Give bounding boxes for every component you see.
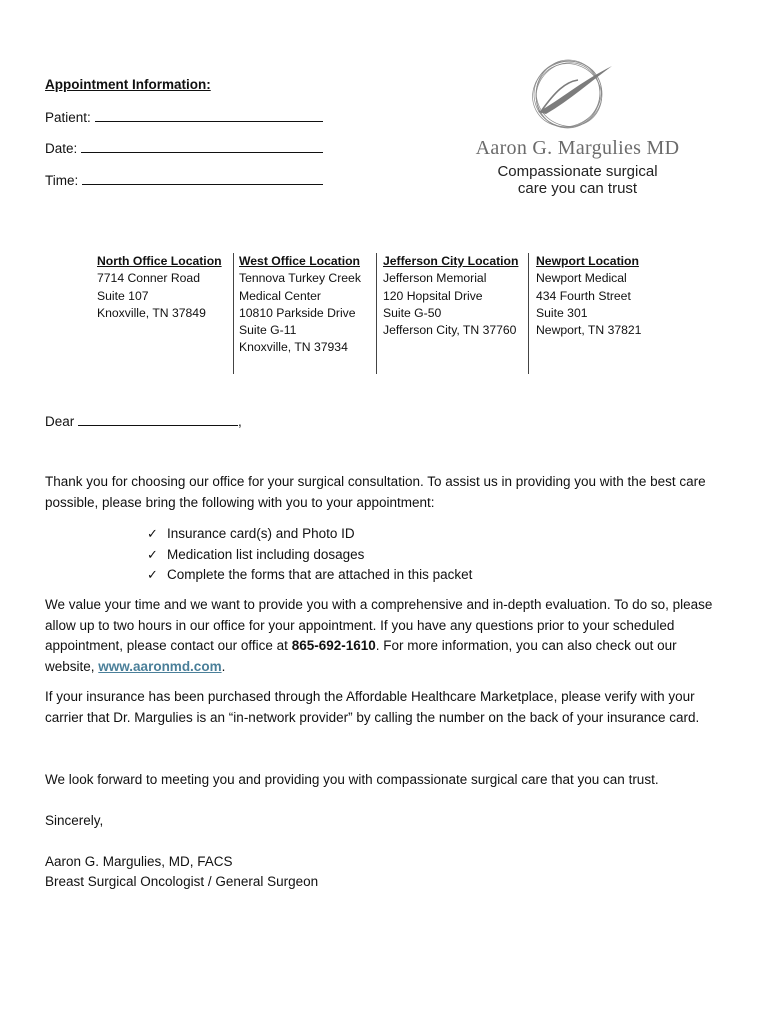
location-north — [97, 253, 222, 322]
location-newport-title: Newport Location — [536, 254, 639, 268]
location-jefferson-city — [383, 253, 518, 339]
location-west-line: Knoxville, TN 37934 — [239, 340, 348, 355]
logo-tagline-line1: Compassionate surgical — [497, 163, 658, 180]
logo-tagline — [440, 163, 715, 197]
date-field — [45, 139, 323, 156]
location-newport — [536, 253, 641, 339]
patient-label: Patient: — [45, 110, 91, 125]
location-jefferson-line: Jefferson Memorial — [383, 271, 487, 286]
location-west — [239, 253, 361, 357]
location-newport-line: Suite 301 — [536, 305, 588, 320]
time-label: Time: — [45, 173, 79, 188]
location-jefferson-line: Jefferson City, TN 37760 — [383, 323, 517, 338]
evaluation-text-end: . — [221, 658, 226, 674]
location-west-line: Medical Center — [239, 288, 321, 303]
evaluation-text: We value your time and we want to provide you with a comprehensive and in-depth evaluation. To do so, please allow up to two hours in our office for your appointment. If you have any questions prior to your scheduled appointment, please contact our office at — [45, 597, 713, 653]
checklist-item — [147, 565, 472, 586]
location-jefferson-title: Jefferson City Location — [383, 254, 519, 268]
logo-tagline-line2: care you can trust — [517, 180, 638, 197]
location-north-line: Knoxville, TN 37849 — [97, 305, 206, 320]
salutation — [45, 412, 242, 429]
sign-off: Sincerely, — [45, 813, 104, 828]
location-newport-line: Newport, TN 37821 — [536, 323, 642, 338]
checkmark-icon: ✓ — [147, 526, 158, 541]
checkmark-icon: ✓ — [147, 546, 158, 562]
checklist-item — [147, 524, 472, 545]
evaluation-paragraph — [45, 595, 725, 677]
location-north-title: North Office Location — [97, 254, 222, 268]
logo-swirl-icon — [520, 52, 620, 142]
location-west-line: 10810 Parkside Drive — [239, 305, 356, 320]
checklist-item-text: Insurance card(s) and Photo ID — [167, 526, 355, 541]
phone-number: 865-692-1610 — [291, 638, 376, 653]
date-label: Date: — [45, 141, 78, 156]
closing-paragraph: We look forward to meeting you and providing you with compassionate surgical care that you can trust. — [45, 772, 659, 787]
time-blank — [82, 171, 323, 185]
website-link[interactable]: www.aaronmd.com — [98, 658, 222, 674]
time-field — [45, 171, 323, 188]
location-west-title: West Office Location — [239, 254, 360, 268]
checklist-item-text: Medication list including dosages — [167, 546, 365, 562]
insurance-paragraph: If your insurance has been purchased through the Affordable Healthcare Marketplace, please verify with your carrier that Dr. Margulies is an “in-network provider” by calling the number on the back of your insurance card. — [45, 689, 700, 725]
location-divider — [376, 253, 377, 374]
checkmark-icon: ✓ — [147, 567, 158, 582]
salutation-blank — [78, 412, 238, 426]
checklist — [147, 524, 472, 586]
location-divider — [528, 253, 529, 374]
location-north-line: Suite 107 — [97, 288, 149, 303]
logo-name: Aaron G. Margulies MD — [475, 137, 680, 159]
location-jefferson-line: Suite G-50 — [383, 305, 442, 320]
location-divider — [233, 253, 234, 374]
checklist-item — [147, 545, 472, 566]
location-west-line: Suite G-11 — [239, 323, 297, 338]
checklist-item-text: Complete the forms that are attached in this packet — [167, 567, 473, 582]
location-jefferson-line: 120 Hopsital Drive — [383, 288, 483, 303]
intro-paragraph: Thank you for choosing our office for your surgical consultation. To assist us in providing you with the best care possible, please bring the following with you to your appointment: — [45, 474, 706, 510]
signature-title: Breast Surgical Oncologist / General Surgeon — [45, 874, 319, 889]
location-newport-line: 434 Fourth Street — [536, 288, 631, 303]
salutation-word: Dear — [45, 414, 75, 429]
date-blank — [81, 139, 323, 153]
signature-name: Aaron G. Margulies, MD, FACS — [45, 854, 233, 869]
evaluation-text-cont: . For more information, you can also check out our website, — [45, 638, 677, 674]
salutation-comma: , — [238, 414, 242, 429]
appointment-heading: Appointment Information: — [45, 77, 211, 92]
patient-field — [45, 108, 323, 125]
location-north-line: 7714 Conner Road — [97, 271, 200, 286]
patient-blank — [95, 108, 323, 122]
location-newport-line: Newport Medical — [536, 271, 627, 286]
location-west-line: Tennova Turkey Creek — [239, 271, 361, 286]
